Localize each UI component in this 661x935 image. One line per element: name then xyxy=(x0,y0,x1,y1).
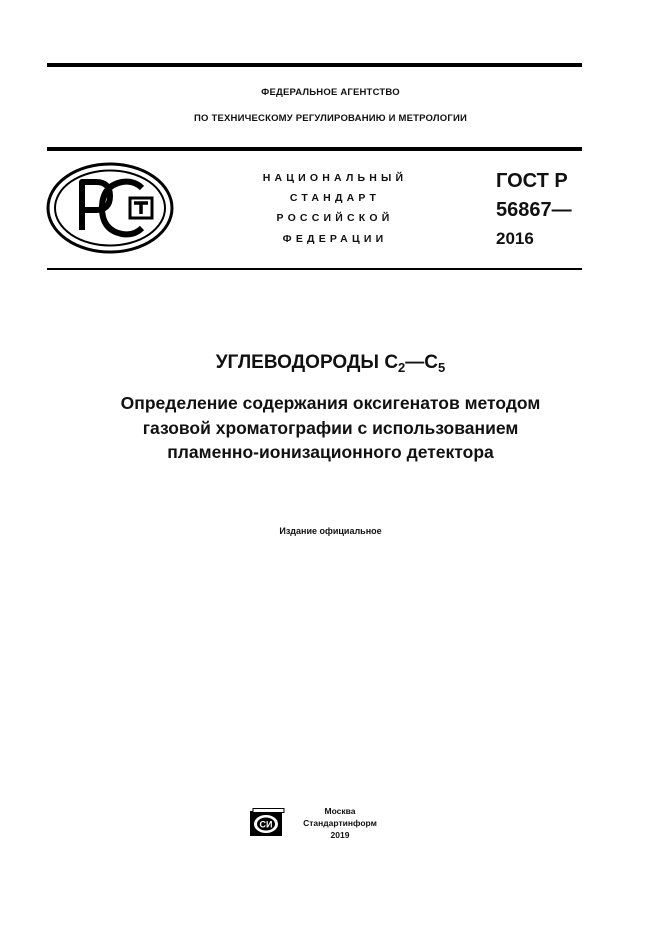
publisher-city: Москва xyxy=(324,806,356,816)
standartinform-logo-icon xyxy=(249,808,285,838)
title-dash: —С xyxy=(405,352,439,373)
title-subscript-1: 2 xyxy=(398,360,406,375)
subtitle-line2: газовой хроматографии с использованием xyxy=(142,418,519,438)
national-line2: СТАНДАРТ xyxy=(289,192,381,204)
edition-label: Издание официальное xyxy=(279,526,382,536)
publisher-name: Стандартинформ xyxy=(303,818,377,828)
svg-text:СИ: СИ xyxy=(259,819,273,830)
subtitle-line1: Определение содержания оксигенатов методом xyxy=(120,393,541,413)
subtitle-line3: пламенно-ионизационного детектора xyxy=(167,442,494,462)
gost-year: 2016 xyxy=(496,229,534,248)
title-subscript-2: 5 xyxy=(438,360,446,375)
top-rule xyxy=(47,63,582,67)
agency-name-line2: ПО ТЕХНИЧЕСКОМУ РЕГУЛИРОВАНИЮ И МЕТРОЛОГИИ xyxy=(194,113,467,124)
national-line4: ФЕДЕРАЦИИ xyxy=(282,233,388,245)
rst-certification-logo-icon xyxy=(44,160,176,256)
document-title xyxy=(0,352,661,375)
header-rule xyxy=(47,147,582,151)
national-line3: РОССИЙСКОЙ xyxy=(276,212,394,224)
gost-label: ГОСТ Р xyxy=(496,170,568,192)
publisher-year: 2019 xyxy=(330,830,350,840)
standard-block-rule xyxy=(47,268,582,270)
title-prefix: УГЛЕВОДОРОДЫ С xyxy=(215,352,399,373)
national-line1: НАЦИОНАЛЬНЫЙ xyxy=(262,172,408,184)
agency-name-line1: ФЕДЕРАЛЬНОЕ АГЕНТСТВО xyxy=(261,87,400,98)
gost-number: 56867— xyxy=(496,199,572,221)
